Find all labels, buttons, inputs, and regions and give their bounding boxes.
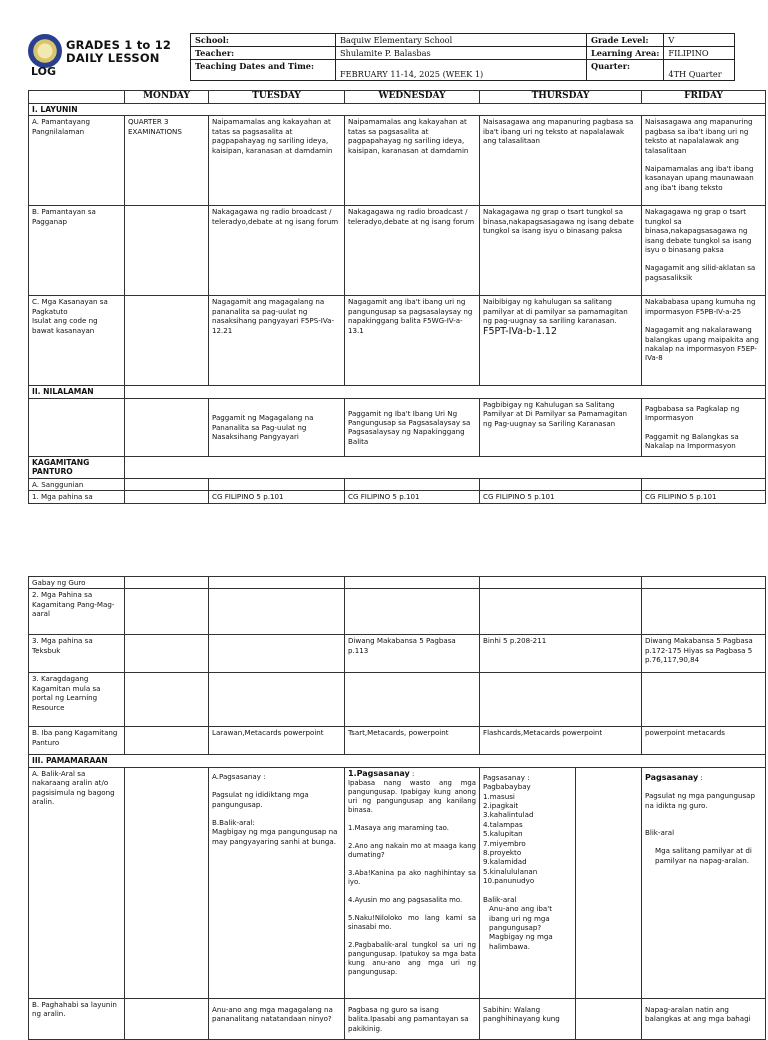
row-label: B. Pamantayan sa Pagganap — [29, 206, 125, 296]
table-row — [29, 116, 766, 206]
table-cell: Napag-aralan natin ang balangkas at ang mga bahagi — [642, 998, 766, 1039]
school-label: School: — [191, 34, 336, 47]
cell-text: C. Mga Kasanayan sa Pagkatuto — [32, 297, 108, 316]
table-cell: Diwang Makabansa 5 Pagbasa p.113 — [345, 635, 480, 673]
table-cell — [209, 589, 345, 635]
table-cell — [125, 478, 209, 490]
table-cell: Diwang Makabansa 5 Pagbasa p.172-175 Hiyas sa Pagbasa 5 p.76,117,90,84 — [642, 635, 766, 673]
thursday-blank — [576, 768, 641, 998]
lesson-table-1 — [28, 90, 766, 504]
table-cell: Paggamit ng Iba't Ibang Uri Ng Pangungusap sa Pagsasalaysay sa Pagsasalaysay ng Napakinggang Balita — [345, 398, 480, 456]
table-cell — [345, 767, 480, 998]
title-line-2: DAILY LESSON — [66, 51, 160, 65]
spelling-list-item: 3.kahalintulad — [483, 810, 534, 820]
table-row — [29, 296, 766, 386]
school-value: Baquiw Elementary School — [336, 34, 587, 47]
spelling-list-item: 9.kalamidad — [483, 857, 527, 867]
cell-text: Nagagamit ang nakalarawang balangkas upang maipakita ang nakalap na impormasyon F5EP-IVa-8 — [645, 325, 759, 363]
table-cell — [642, 296, 766, 386]
cell-text: Sabihin: Walang panghihinayang kung — [480, 999, 576, 1039]
cell-text: : — [698, 772, 703, 782]
title-line-3: LOG — [31, 65, 56, 78]
header-info-table — [190, 33, 735, 81]
table-cell — [480, 767, 642, 998]
table-row — [29, 491, 766, 503]
table-cell — [345, 589, 480, 635]
table-cell — [480, 998, 642, 1039]
cell-text: Pagbabasa sa Pagkalap ng Impormasyon — [645, 404, 740, 423]
section-kagamitan: KAGAMITANG PANTURO — [29, 456, 125, 478]
section-pamamaraan: III. PAMAMARAAN — [29, 755, 766, 767]
table-row — [29, 767, 766, 998]
table-row — [29, 577, 766, 589]
table-cell — [345, 478, 480, 490]
spelling-list-item: 2.ipagkait — [483, 801, 519, 811]
title-line-1: GRADES 1 to 12 — [66, 38, 172, 52]
row-label: A. Sanggunian — [29, 478, 125, 490]
row-label: A. Balik-Aral sa nakaraang aralin at/o pagsisimula ng bagong aralin. — [29, 767, 125, 998]
table-cell: powerpoint metacards — [642, 727, 766, 755]
table-cell: Nagagamit ang magagalang na pananalita sa pag-uulat ng nasaksihang pangyayari F5PS-IVa-12.21 — [209, 296, 345, 386]
lesson-log-page-2 — [0, 572, 768, 1033]
table-cell: Tsart,Metacards, powerpoint — [345, 727, 480, 755]
table-cell: Nakagagawa ng radio broadcast / teleradyo,debate at ng isang forum — [209, 206, 345, 296]
table-cell — [125, 456, 766, 478]
cell-text: Pagsulat ng mga pangungusap na idikta ng guro. — [645, 791, 756, 810]
table-row — [29, 478, 766, 490]
dates-label: Teaching Dates and Time: — [191, 60, 336, 81]
cell-text: 2.Ano ang nakain mo at maaga kang dumating? — [348, 841, 476, 859]
area-value: FILIPINO — [664, 47, 735, 60]
section-layunin: I. LAYUNIN — [29, 104, 766, 116]
day-header-monday: MONDAY — [125, 91, 209, 104]
table-cell: Nakagagawa ng grap o tsart tungkol sa binasa,nakapagsasagawa ng isang debate tungkol sa isang isyu o binasang paksa — [480, 206, 642, 296]
table-row — [29, 673, 766, 727]
day-header-thursday: THURSDAY — [480, 91, 642, 104]
row-label: Gabay ng Guro — [29, 577, 125, 589]
cell-text: A.Pagsasanay : — [212, 771, 266, 781]
table-cell — [209, 767, 345, 998]
cell-text: : — [409, 769, 415, 778]
row-label — [29, 296, 125, 386]
row-label: 1. Mga pahina sa — [29, 491, 125, 503]
cell-text: Balik-aral — [483, 894, 517, 904]
cell-text: 1.Masaya ang maraming tao. — [348, 823, 449, 832]
deped-seal-icon — [28, 34, 62, 68]
cell-text: 3.Aba!Kanina pa ako naghihintay sa iyo. — [348, 868, 476, 886]
table-cell — [125, 491, 209, 503]
table-cell — [642, 398, 766, 456]
table-cell — [642, 767, 766, 998]
cell-text: Nakagagawa ng grap o tsart tungkol sa binasa,nakapagsasagawa ng isang debate tungkol sa isang isyu o binasang paksa — [645, 207, 752, 255]
table-cell — [642, 206, 766, 296]
section-nilalaman: II. NILALAMAN — [29, 386, 125, 398]
grade-value: V — [664, 34, 735, 47]
cell-text: Mga salitang pamilyar at di pamilyar na napag-aralan. — [655, 846, 752, 865]
table-cell — [642, 478, 766, 490]
thursday-blank — [576, 999, 641, 1039]
table-cell — [642, 673, 766, 727]
table-cell: Naisasagawa ang mapanuring pagbasa sa iba't ibang uri ng teksto at napalalawak ang talasalitaan — [480, 116, 642, 206]
table-row — [29, 456, 766, 478]
cell-text: Naipamamalas ang iba't ibang kasanayan upang maunawaan ang iba't ibang teksto — [645, 164, 754, 192]
table-cell — [209, 577, 345, 589]
table-cell: Naipamamalas ang kakayahan at tatas sa pagsasalita at pagpapahayag ng sariling ideya, kaisipan, karanasan at damdamin — [345, 116, 480, 206]
teacher-value: Shulamite P. Balasbas — [336, 47, 587, 60]
table-cell: Nakagagawa ng radio broadcast / teleradyo,debate at ng isang forum — [345, 206, 480, 296]
table-cell: Binhi 5 p.208-211 — [480, 635, 642, 673]
table-cell — [125, 767, 209, 998]
cell-text: Ipabasa nang wasto ang mga pangungusap. Ipabigay kung anong uri ng pangungusap ang kanilang binasa. — [348, 778, 476, 814]
spelling-list-item: 8.proyekto — [483, 848, 522, 858]
table-cell — [125, 206, 209, 296]
table-cell: Paggamit ng Magagalang na Pananalita sa Pag-uulat ng Nasaksihang Pangyayari — [209, 398, 345, 456]
table-cell — [125, 727, 209, 755]
dates-value: FEBRUARY 11-14, 2025 (WEEK 1) — [336, 60, 587, 81]
row-label: B. Iba pang Kagamitang Panturo — [29, 727, 125, 755]
cell-heading: Pagsasanay — [645, 772, 699, 782]
table-cell — [209, 635, 345, 673]
table-cell: Naipamamalas ang kakayahan at tatas sa pagsasalita at pagpapahayag ng sariling ideya, kaisipan, karanasan at damdamin — [209, 116, 345, 206]
row-label — [29, 398, 125, 456]
cell-text: Pagsasanay : — [483, 772, 530, 782]
cell-text: Pagsulat ng ididiktang mga pangungusap. — [212, 790, 309, 809]
row-label: B. Paghahabi sa layunin ng aralin. — [29, 998, 125, 1039]
cell-text: Pagbabaybay — [483, 782, 531, 792]
quarter-label: Quarter: — [587, 60, 664, 81]
quarter-value: 4TH Quarter — [664, 60, 735, 81]
page-gap — [0, 525, 768, 572]
cell-text: Paggamit ng Balangkas sa Nakalap na Impormasyon — [645, 431, 739, 451]
cell-text: 4.Ayusin mo ang pagsasalita mo. — [348, 895, 463, 904]
table-cell: Anu-ano ang mga magagalang na pananalitang natatandaan ninyo? — [209, 998, 345, 1039]
row-label: 3. Mga pahina sa Teksbuk — [29, 635, 125, 673]
table-cell — [480, 577, 642, 589]
table-cell: Flashcards,Metacards powerpoint — [480, 727, 642, 755]
table-cell — [125, 398, 209, 456]
table-cell — [125, 589, 209, 635]
grade-label: Grade Level: — [587, 34, 664, 47]
table-cell — [125, 296, 209, 386]
cell-text: Naisasagawa ang mapanuring pagbasa sa iba't ibang uri ng teksto at napalalawak ang talasalitaan — [645, 117, 753, 155]
table-cell: CG FILIPINO 5 p.101 — [345, 491, 480, 503]
table-cell: CG FILIPINO 5 p.101 — [642, 491, 766, 503]
table-cell — [125, 386, 766, 398]
table-cell: QUARTER 3 EXAMINATIONS — [125, 116, 209, 206]
cell-heading: 1.Pagsasanay — [348, 768, 410, 778]
day-header-friday: FRIDAY — [642, 91, 766, 104]
table-cell — [480, 478, 642, 490]
cell-text: Blik-aral — [645, 828, 675, 838]
table-cell: CG FILIPINO 5 p.101 — [480, 491, 642, 503]
table-cell — [480, 673, 642, 727]
spelling-list-item: 1.masusi — [483, 791, 515, 801]
table-cell — [642, 589, 766, 635]
table-row — [29, 589, 766, 635]
teacher-label: Teacher: — [191, 47, 336, 60]
table-cell: Pagbibigay ng Kahulugan sa Salitang Pamilyar at Di Pamilyar sa Pamamagitan ng Pag-uugnay sa Sariling Karanasan — [480, 398, 642, 456]
table-cell — [480, 296, 642, 386]
thursday-drill — [480, 768, 576, 998]
table-cell — [125, 998, 209, 1039]
cell-text: Anu-ano ang iba't ibang uri ng mga pangungusap?Magbigay ng mga halimbawa. — [489, 904, 553, 951]
cell-text: B.Balik-aral: — [212, 818, 255, 828]
spelling-list-item: 4.talampas — [483, 819, 523, 829]
table-row — [29, 635, 766, 673]
day-header-tuesday: TUESDAY — [209, 91, 345, 104]
title — [66, 39, 171, 65]
row-label: A. Pamantayang Pangnilalaman — [29, 116, 125, 206]
day-header-wednesday: WEDNESDAY — [345, 91, 480, 104]
table-row — [29, 727, 766, 755]
header — [28, 33, 768, 79]
cell-text: Isulat ang code ng bawat kasanayan — [32, 316, 98, 335]
spelling-list-item: 5.kalupitan — [483, 829, 523, 839]
cell-text: Naibibigay ng kahulugan sa salitang pamilyar at di pamilyar sa pamamagitan ng pag-uugnay sa sariling karanasan. — [483, 297, 628, 326]
table-row — [29, 398, 766, 456]
row-label: 2. Mga Pahina sa Kagamitang Pang-Mag-aaral — [29, 589, 125, 635]
cell-text: 2.Pagbabalik-aral tungkol sa uri ng pangungusap. Ipatukoy sa mga bata kung anu-ano ang mga uri ng pangungusap. — [348, 940, 476, 976]
table-cell — [125, 635, 209, 673]
area-label: Learning Area: — [587, 47, 664, 60]
table-cell — [642, 577, 766, 589]
spelling-list-item: 7.miyembro — [483, 838, 526, 848]
cell-text: Magbigay ng mga pangungusap na may pangyayaring sanhi at bunga. — [212, 827, 338, 846]
table-row — [29, 998, 766, 1039]
lesson-table-2 — [28, 576, 766, 1040]
corner-cell — [29, 91, 125, 104]
spelling-list-item: 5.kinalululanan — [483, 866, 538, 876]
competency-code: F5PT-IVa-b-1.12 — [483, 325, 558, 337]
table-row — [29, 206, 766, 296]
table-cell — [125, 673, 209, 727]
table-cell — [345, 673, 480, 727]
cell-text: Nagagamit ang silid-aklatan sa pagsasaliksik — [645, 263, 756, 282]
table-cell: CG FILIPINO 5 p.101 — [209, 491, 345, 503]
table-cell: Larawan,Metacards powerpoint — [209, 727, 345, 755]
table-cell: Pagbasa ng guro sa isang balita.Ipasabi ang pamantayan sa pakikinig. — [345, 998, 480, 1039]
table-cell — [209, 478, 345, 490]
spelling-list-item: 10.panunudyo — [483, 876, 535, 886]
cell-text: Nakababasa upang kumuha ng impormasyon F5PB-IV-a-25 — [645, 297, 756, 316]
table-cell — [642, 116, 766, 206]
table-cell — [345, 577, 480, 589]
table-cell — [125, 577, 209, 589]
table-cell: Nagagamit ang iba't ibang uri ng pangungusap sa pagsasalaysay ng napakinggang balita F5WG-IV-a-13.1 — [345, 296, 480, 386]
table-cell — [209, 673, 345, 727]
cell-text: 5.Naku!Niloloko mo lang kami sa sinasabi mo. — [348, 913, 476, 931]
table-cell — [480, 589, 642, 635]
row-label: 3. Karagdagang Kagamitan mula sa portal ng Learning Resource — [29, 673, 125, 727]
